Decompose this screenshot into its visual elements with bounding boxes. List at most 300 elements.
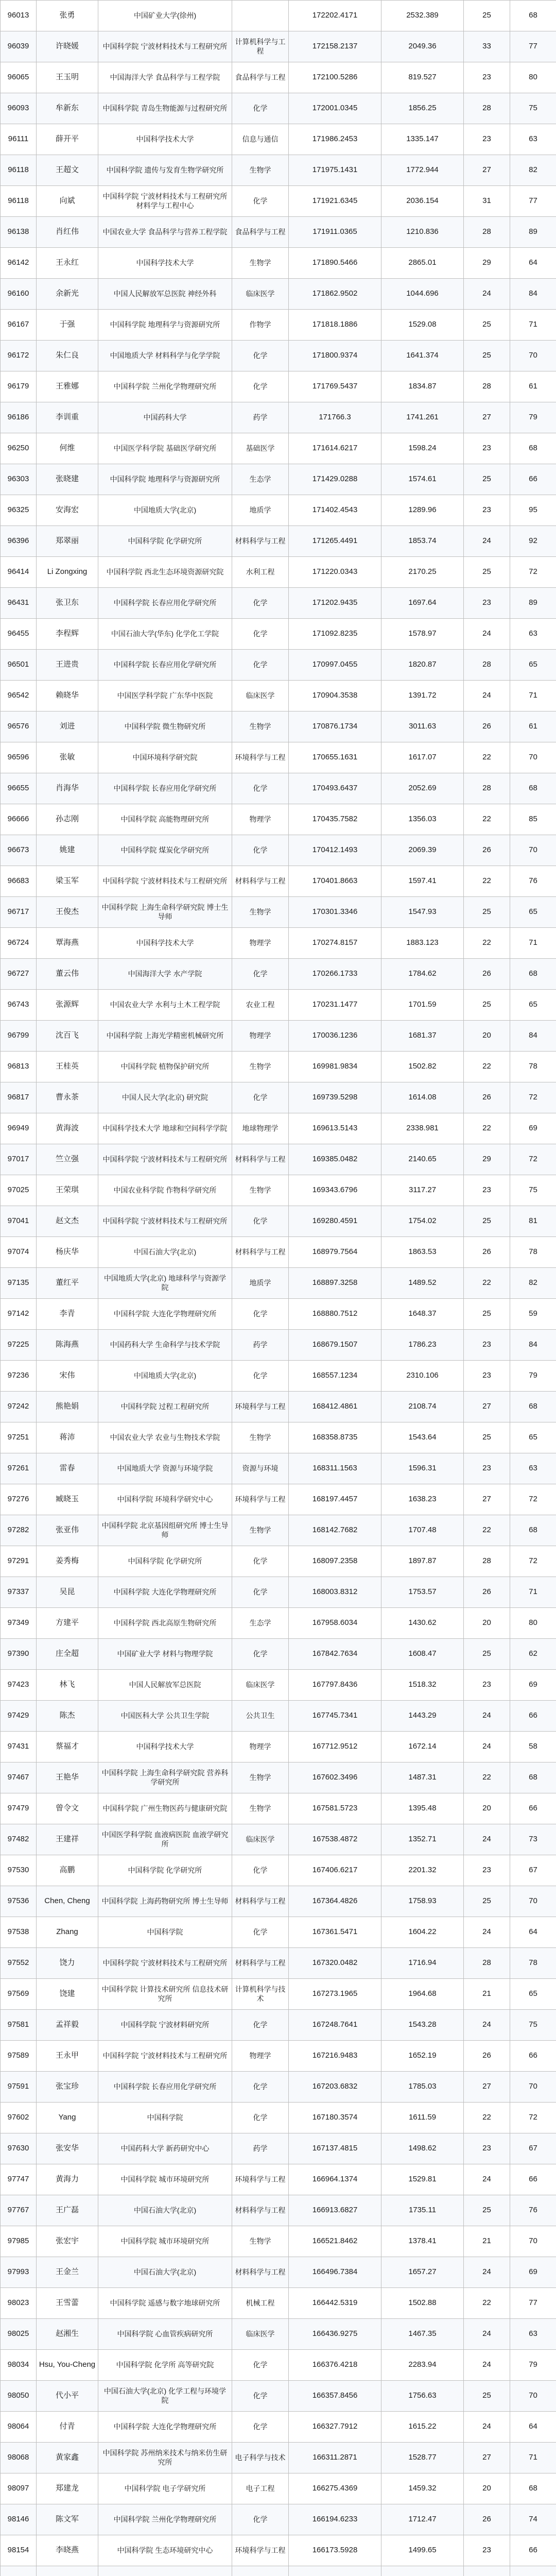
score-cell: 1672.14 — [381, 1732, 464, 1762]
table-row — [1, 1577, 556, 1608]
citations-cell: 171911.0365 — [289, 217, 381, 248]
rank-cell: 97479 — [1, 1793, 37, 1824]
count-cell: 89 — [510, 217, 556, 248]
count-cell: 68 — [510, 1392, 556, 1422]
institution-cell: 中国科学院 上海生命科学研究院 博士生导师 — [98, 897, 232, 928]
institution-cell: 中国科学院 苏州纳米技术与纳米仿生研究所 — [98, 2443, 232, 2473]
table-row — [1, 1330, 556, 1361]
field-cell: 生物学 — [232, 1422, 289, 1453]
score-cell: 1529.08 — [381, 310, 464, 341]
name-cell: 李训重 — [37, 402, 98, 433]
count-cell: 65 — [510, 990, 556, 1021]
citations-cell: 170435.7582 — [289, 804, 381, 835]
count-cell: 85 — [510, 804, 556, 835]
rank-cell: 96414 — [1, 557, 37, 588]
rank-cell: 96813 — [1, 1052, 37, 1082]
field-cell: 化学 — [232, 835, 289, 866]
table-row — [1, 2535, 556, 2566]
score-cell: 1615.22 — [381, 2412, 464, 2443]
citations-cell: 168097.2358 — [289, 1546, 381, 1577]
score-cell: 1820.87 — [381, 650, 464, 681]
citations-cell: 167406.6217 — [289, 1855, 381, 1886]
citations-cell: 166436.9275 — [289, 2319, 381, 2350]
rank-cell: 96186 — [1, 402, 37, 433]
field-cell: 临床医学 — [232, 2319, 289, 2350]
name-cell: 覃海燕 — [37, 928, 98, 959]
field-cell: 化学 — [232, 1299, 289, 1330]
citations-cell: 167842.7634 — [289, 1639, 381, 1670]
name-cell: 付青 — [37, 2412, 98, 2443]
citations-cell: 169739.5298 — [289, 1082, 381, 1113]
score-cell: 2108.74 — [381, 1392, 464, 1422]
h-index-cell: 23 — [464, 495, 510, 526]
h-index-cell: 22 — [464, 928, 510, 959]
score-cell: 2338.981 — [381, 1113, 464, 1144]
institution-cell: 中国科学院 北京基因组研究所 博士生导师 — [98, 1515, 232, 1546]
table-row — [1, 1824, 556, 1855]
name-cell: 曾令文 — [37, 1793, 98, 1824]
score-cell: 1741.261 — [381, 402, 464, 433]
field-cell: 化学 — [232, 2103, 289, 2133]
name-cell: 余新光 — [37, 279, 98, 310]
rank-cell: 96817 — [1, 1082, 37, 1113]
table-row — [1, 1021, 556, 1052]
institution-cell: 中国科学院 大连化学物理研究所 — [98, 1577, 232, 1608]
institution-cell: 中国科学院 地理科学与资源研究所 — [98, 310, 232, 341]
field-cell: 化学 — [232, 2072, 289, 2103]
h-index-cell: 21 — [464, 2226, 510, 2257]
name-cell: 郑翠丽 — [37, 526, 98, 557]
rank-cell: 96683 — [1, 866, 37, 897]
count-cell: 66 — [510, 1701, 556, 1732]
name-cell: 朱仁良 — [37, 341, 98, 371]
score-cell: 2310.106 — [381, 1361, 464, 1392]
name-cell: 王荣琪 — [37, 1175, 98, 1206]
citations-cell: 171202.9435 — [289, 588, 381, 619]
rank-cell: 97225 — [1, 1330, 37, 1361]
table-row — [1, 2443, 556, 2473]
field-cell: 生物学 — [232, 1515, 289, 1546]
citations-cell: 168142.7682 — [289, 1515, 381, 1546]
institution-cell: 中国科学院 宁波材料技术与工程研究所 — [98, 31, 232, 62]
table-row — [1, 1979, 556, 2010]
h-index-cell: 25 — [464, 1886, 510, 1917]
field-cell: 机械工程 — [232, 2288, 289, 2319]
count-cell: 63 — [510, 1453, 556, 1484]
score-cell: 1430.62 — [381, 1608, 464, 1639]
score-cell: 1614.08 — [381, 1082, 464, 1113]
h-index-cell: 20 — [464, 1793, 510, 1824]
institution-cell: 中国科学院 化学研究所 — [98, 1546, 232, 1577]
name-cell: 张卫东 — [37, 588, 98, 619]
table-row — [1, 1639, 556, 1670]
name-cell: 李晓燕 — [37, 2535, 98, 2566]
rank-cell: 96118 — [1, 186, 37, 217]
h-index-cell: 23 — [464, 1453, 510, 1484]
field-cell: 化学 — [232, 341, 289, 371]
count-cell: 65 — [510, 1422, 556, 1453]
table-row — [1, 1793, 556, 1824]
h-index-cell: 27 — [464, 1392, 510, 1422]
name-cell: 王雪蕾 — [37, 2288, 98, 2319]
table-row — [1, 433, 556, 464]
name-cell: 蒋沛 — [37, 1422, 98, 1453]
name-cell: 代小平 — [37, 2381, 98, 2412]
count-cell: 84 — [510, 279, 556, 310]
citations-cell: 168979.7564 — [289, 1237, 381, 1268]
h-index-cell: 33 — [464, 31, 510, 62]
institution-cell: 中国科学院 — [98, 2103, 232, 2133]
score-cell: 1834.87 — [381, 371, 464, 402]
h-index-cell: 22 — [464, 1268, 510, 1299]
count-cell: 64 — [510, 1917, 556, 1948]
institution-cell: 中国科学院 上海药物研究所 博士生导师 — [98, 1886, 232, 1917]
h-index-cell: 23 — [464, 62, 510, 93]
h-index-cell: 24 — [464, 2257, 510, 2288]
institution-cell: 中国科学院 大连化学物理研究所 — [98, 1299, 232, 1330]
name-cell: Hsu, You-Cheng — [37, 2350, 98, 2381]
citations-cell: 168557.1234 — [289, 1361, 381, 1392]
h-index-cell — [464, 2566, 510, 2576]
count-cell: 78 — [510, 1948, 556, 1979]
field-cell: 计算机科学与技术 — [232, 1979, 289, 2010]
h-index-cell: 23 — [464, 1855, 510, 1886]
h-index-cell: 22 — [464, 742, 510, 773]
count-cell: 75 — [510, 2010, 556, 2041]
table-row — [1, 217, 556, 248]
table-row — [1, 1670, 556, 1701]
institution-cell: 中国科学院 生态环境研究中心 — [98, 2535, 232, 2566]
score-cell: 1697.64 — [381, 588, 464, 619]
rank-cell: 97349 — [1, 1608, 37, 1639]
table-row — [1, 2195, 556, 2226]
field-cell: 临床医学 — [232, 1670, 289, 1701]
h-index-cell: 26 — [464, 1237, 510, 1268]
table-row — [1, 2072, 556, 2103]
rank-cell: 97536 — [1, 1886, 37, 1917]
citations-cell: 171402.4543 — [289, 495, 381, 526]
citations-cell: 167745.7341 — [289, 1701, 381, 1732]
field-cell: 生态学 — [232, 1608, 289, 1639]
score-cell: 2532.389 — [381, 1, 464, 31]
count-cell: 72 — [510, 1484, 556, 1515]
citations-cell: 172202.4171 — [289, 1, 381, 31]
h-index-cell: 25 — [464, 897, 510, 928]
h-index-cell: 26 — [464, 711, 510, 742]
h-index-cell: 22 — [464, 1113, 510, 1144]
name-cell: 黄海波 — [37, 1113, 98, 1144]
field-cell: 材料科学与工程 — [232, 2195, 289, 2226]
rank-cell: 97431 — [1, 1732, 37, 1762]
citations-cell: 171862.9502 — [289, 279, 381, 310]
count-cell: 79 — [510, 1361, 556, 1392]
table-row — [1, 1917, 556, 1948]
citations-cell: 171921.6345 — [289, 186, 381, 217]
score-cell: 1574.61 — [381, 464, 464, 495]
count-cell: 66 — [510, 2041, 556, 2072]
citations-cell: 168003.8312 — [289, 1577, 381, 1608]
rank-cell: 96118 — [1, 155, 37, 186]
name-cell: 郑建龙 — [37, 2473, 98, 2504]
field-cell: 材料科学与工程 — [232, 1948, 289, 1979]
field-cell: 生物学 — [232, 1175, 289, 1206]
score-cell: 1502.82 — [381, 1052, 464, 1082]
h-index-cell: 27 — [464, 402, 510, 433]
rank-cell: 97261 — [1, 1453, 37, 1484]
score-cell: 1772.944 — [381, 155, 464, 186]
rank-cell: 97591 — [1, 2072, 37, 2103]
score-cell: 819.527 — [381, 62, 464, 93]
table-row — [1, 495, 556, 526]
count-cell: 73 — [510, 1824, 556, 1855]
citations-cell: 168311.1563 — [289, 1453, 381, 1484]
name-cell: 陈文军 — [37, 2504, 98, 2535]
institution-cell: 中国科学院 心血管疾病研究所 — [98, 2319, 232, 2350]
rank-cell: 98025 — [1, 2319, 37, 2350]
h-index-cell: 25 — [464, 2381, 510, 2412]
field-cell: 生物学 — [232, 2226, 289, 2257]
h-index-cell: 23 — [464, 124, 510, 155]
field-cell: 生物学 — [232, 1762, 289, 1793]
count-cell: 78 — [510, 1237, 556, 1268]
institution-cell: 中国科学技术大学 — [98, 928, 232, 959]
field-cell: 化学 — [232, 2350, 289, 2381]
rank-cell: 97747 — [1, 2164, 37, 2195]
rank-cell: 96949 — [1, 1113, 37, 1144]
institution-cell: 中国海洋大学 食品科学与工程学院 — [98, 62, 232, 93]
citations-cell: 171769.5437 — [289, 371, 381, 402]
table-row — [1, 93, 556, 124]
citations-cell: 167581.5723 — [289, 1793, 381, 1824]
table-row — [1, 959, 556, 990]
h-index-cell: 28 — [464, 93, 510, 124]
institution-cell: 中国科学院 煤炭化学研究所 — [98, 835, 232, 866]
table-row — [1, 619, 556, 650]
institution-cell: 中国海洋大学 水产学院 — [98, 959, 232, 990]
institution-cell: 中国地质大学 资源与环境学院 — [98, 1453, 232, 1484]
rank-cell: 96172 — [1, 341, 37, 371]
score-cell: 1502.88 — [381, 2288, 464, 2319]
count-cell — [510, 2566, 556, 2576]
field-cell: 化学 — [232, 2504, 289, 2535]
count-cell: 68 — [510, 773, 556, 804]
citations-cell: 167203.6832 — [289, 2072, 381, 2103]
table-row — [1, 711, 556, 742]
h-index-cell: 26 — [464, 2041, 510, 2072]
institution-cell: 中国药科大学 生命科学与技术学院 — [98, 1330, 232, 1361]
count-cell: 68 — [510, 1762, 556, 1793]
field-cell: 化学 — [232, 1639, 289, 1670]
institution-cell: 中国科学院 化学所 高等研究院 — [98, 2350, 232, 2381]
rank-cell: 97423 — [1, 1670, 37, 1701]
count-cell: 68 — [510, 959, 556, 990]
citations-cell: 166496.7384 — [289, 2257, 381, 2288]
rank-cell: 97467 — [1, 1762, 37, 1793]
field-cell: 材料科学与工程 — [232, 1144, 289, 1175]
citations-cell: 171429.0288 — [289, 464, 381, 495]
citations-cell: 172001.0345 — [289, 93, 381, 124]
citations-cell: 170412.1493 — [289, 835, 381, 866]
count-cell: 79 — [510, 402, 556, 433]
field-cell: 物理学 — [232, 928, 289, 959]
score-cell: 1210.836 — [381, 217, 464, 248]
h-index-cell: 28 — [464, 217, 510, 248]
institution-cell: 中国矿业大学 材料与物理学院 — [98, 1639, 232, 1670]
h-index-cell: 25 — [464, 2195, 510, 2226]
institution-cell: 中国科学院 宁波材料技术与工程研究所 — [98, 1948, 232, 1979]
rank-cell: 96160 — [1, 279, 37, 310]
score-cell: 1395.48 — [381, 1793, 464, 1824]
h-index-cell: 28 — [464, 1948, 510, 1979]
field-cell: 环境科学与工程 — [232, 1484, 289, 1515]
table-row — [1, 2566, 556, 2576]
score-cell: 1467.35 — [381, 2319, 464, 2350]
score-cell: 3011.63 — [381, 711, 464, 742]
name-cell: 李青 — [37, 1299, 98, 1330]
score-cell: 1617.07 — [381, 742, 464, 773]
citations-cell: 170036.1236 — [289, 1021, 381, 1052]
field-cell: 化学 — [232, 1361, 289, 1392]
table-row — [1, 2504, 556, 2535]
table-row — [1, 1453, 556, 1484]
rank-cell: 96325 — [1, 495, 37, 526]
table-row — [1, 681, 556, 711]
institution-cell: 中国科学院 高能物理研究所 — [98, 804, 232, 835]
citations-cell: 169981.9834 — [289, 1052, 381, 1082]
institution-cell: 中国科学院 上海生命科学研究院 营养科学研究所 — [98, 1762, 232, 1793]
citations-cell: 167180.3574 — [289, 2103, 381, 2133]
score-cell: 1604.22 — [381, 1917, 464, 1948]
count-cell: 65 — [510, 650, 556, 681]
citations-cell: 166964.1374 — [289, 2164, 381, 2195]
rank-cell: 96576 — [1, 711, 37, 742]
name-cell: Li Zongxing — [37, 557, 98, 588]
institution-cell: 中国科学院 上海光学精密机械研究所 — [98, 1021, 232, 1052]
score-cell: 1712.47 — [381, 2504, 464, 2535]
h-index-cell: 24 — [464, 1824, 510, 1855]
rank-cell: 96250 — [1, 433, 37, 464]
h-index-cell: 23 — [464, 433, 510, 464]
score-cell: 2052.69 — [381, 773, 464, 804]
score-cell: 2049.36 — [381, 31, 464, 62]
name-cell: 许晓媛 — [37, 31, 98, 62]
institution-cell: 中国科学技术大学 地球和空间科学学院 — [98, 1113, 232, 1144]
field-cell: 环境科学与工程 — [232, 2535, 289, 2566]
h-index-cell: 24 — [464, 1917, 510, 1948]
table-row — [1, 742, 556, 773]
institution-cell: 中国科学院 宁波材料研究所 — [98, 2010, 232, 2041]
h-index-cell: 24 — [464, 526, 510, 557]
count-cell: 71 — [510, 928, 556, 959]
institution-cell: 中国石油大学(北京) — [98, 2257, 232, 2288]
name-cell: 黄家鑫 — [37, 2443, 98, 2473]
h-index-cell: 27 — [464, 2443, 510, 2473]
score-cell: 1756.63 — [381, 2381, 464, 2412]
name-cell: 王金兰 — [37, 2257, 98, 2288]
table-row — [1, 2133, 556, 2164]
score-cell: 1543.28 — [381, 2010, 464, 2041]
score-cell: 1964.68 — [381, 1979, 464, 2010]
institution-cell: 中国科学院 西北生态环境资源研究院 — [98, 557, 232, 588]
rank-cell: 97291 — [1, 1546, 37, 1577]
citations-cell: 166327.7912 — [289, 2412, 381, 2443]
rank-cell: 97017 — [1, 1144, 37, 1175]
field-cell: 化学 — [232, 1577, 289, 1608]
count-cell: 72 — [510, 1546, 556, 1577]
count-cell: 72 — [510, 2103, 556, 2133]
field-cell: 生物学 — [232, 1052, 289, 1082]
table-row — [1, 990, 556, 1021]
name-cell: 董红平 — [37, 1268, 98, 1299]
name-cell: 臧晓玉 — [37, 1484, 98, 1515]
citations-cell: 170493.6437 — [289, 773, 381, 804]
count-cell: 65 — [510, 1979, 556, 2010]
field-cell: 公共卫生 — [232, 1701, 289, 1732]
rank-cell: 96431 — [1, 588, 37, 619]
rank-cell: 97242 — [1, 1392, 37, 1422]
institution-cell: 中国医学科学院 广东华中医院 — [98, 681, 232, 711]
h-index-cell: 28 — [464, 773, 510, 804]
count-cell: 69 — [510, 2257, 556, 2288]
institution-cell: 中国科学院 遗传与发育生物学研究所 — [98, 155, 232, 186]
h-index-cell: 24 — [464, 1732, 510, 1762]
name-cell: 陈海燕 — [37, 1330, 98, 1361]
rank-cell: 96743 — [1, 990, 37, 1021]
score-cell: 3117.27 — [381, 1175, 464, 1206]
table-row — [1, 1175, 556, 1206]
table-row — [1, 1361, 556, 1392]
name-cell: 张安华 — [37, 2133, 98, 2164]
institution-cell: 中国矿业大学(徐州) — [98, 1, 232, 31]
count-cell: 80 — [510, 1608, 556, 1639]
count-cell: 68 — [510, 1515, 556, 1546]
table-row — [1, 526, 556, 557]
field-cell: 生物学 — [232, 897, 289, 928]
institution-cell: 中国环境科学研究院 — [98, 742, 232, 773]
rank-cell: 98064 — [1, 2412, 37, 2443]
table-row — [1, 2288, 556, 2319]
citations-cell: 170274.8157 — [289, 928, 381, 959]
table-row — [1, 1144, 556, 1175]
h-index-cell: 26 — [464, 835, 510, 866]
score-cell: 2201.32 — [381, 1855, 464, 1886]
h-index-cell: 24 — [464, 681, 510, 711]
institution-cell: 中国科学院 长春应用化学研究所 — [98, 650, 232, 681]
institution-cell: 中国科学院 宁波材料技术与工程研究所 材料学与工程中心 — [98, 186, 232, 217]
name-cell: 蔡福才 — [37, 1732, 98, 1762]
score-cell: 1356.03 — [381, 804, 464, 835]
h-index-cell: 27 — [464, 155, 510, 186]
count-cell: 70 — [510, 2381, 556, 2412]
count-cell: 61 — [510, 711, 556, 742]
name-cell: 张勇 — [37, 1, 98, 31]
table-row — [1, 2350, 556, 2381]
count-cell: 69 — [510, 1113, 556, 1144]
institution-cell: 中国科学院 化学研究所 — [98, 1855, 232, 1886]
name-cell: 刘进 — [37, 711, 98, 742]
citations-cell: 168358.8735 — [289, 1422, 381, 1453]
field-cell: 生物学 — [232, 1793, 289, 1824]
rank-cell: 97538 — [1, 1917, 37, 1948]
citations-cell: 167602.3496 — [289, 1762, 381, 1793]
count-cell: 71 — [510, 681, 556, 711]
count-cell: 70 — [510, 341, 556, 371]
citations-cell: 166194.6233 — [289, 2504, 381, 2535]
h-index-cell: 27 — [464, 1484, 510, 1515]
name-cell: 庄全超 — [37, 1639, 98, 1670]
score-cell: 1528.77 — [381, 2443, 464, 2473]
score-cell: 1597.41 — [381, 866, 464, 897]
